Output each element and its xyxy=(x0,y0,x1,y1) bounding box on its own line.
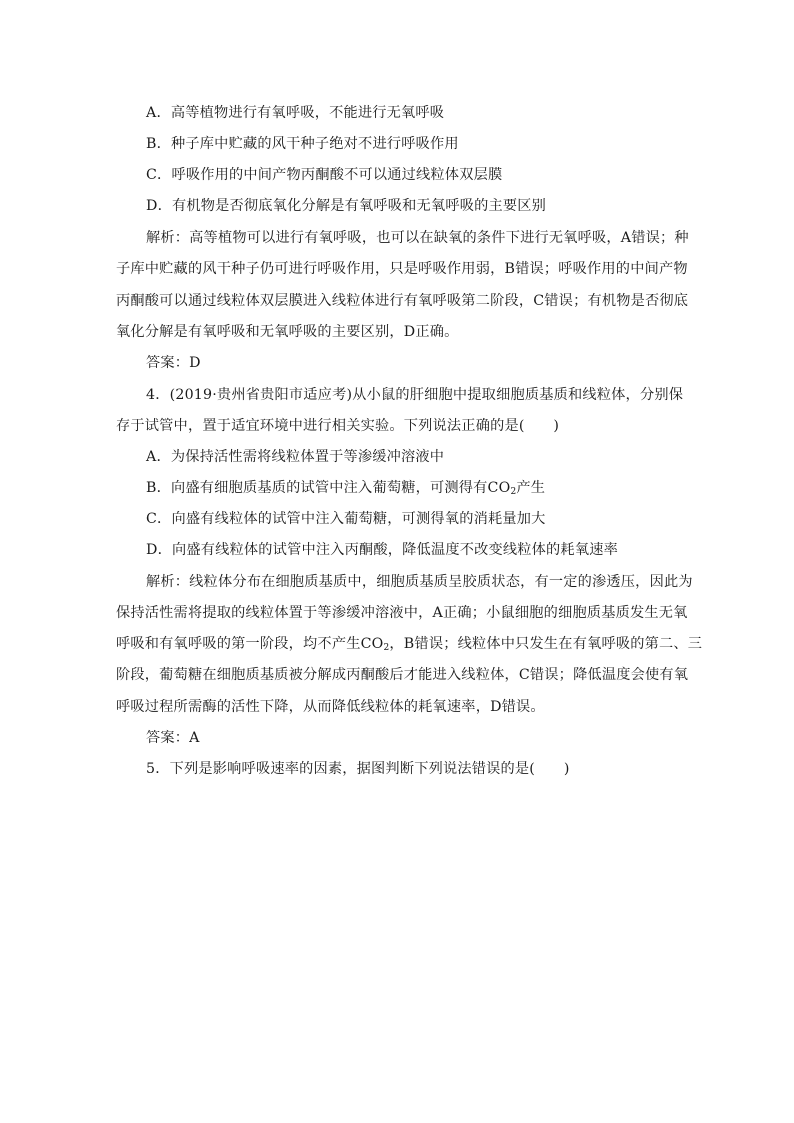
q3-analysis-line-1: 解析：高等植物可以进行有氧呼吸，也可以在缺氧的条件下进行无氧呼吸，A错误；种 xyxy=(146,230,689,246)
q4-stem-line-2: 存于试管中，置于适宜环境中进行相关实验。下列说法正确的是( ) xyxy=(116,418,560,434)
q4-analysis-line-3-tail: ，B错误；线粒体中只发生在有氧呼吸的第二、三 xyxy=(389,636,703,652)
q3-analysis-line-2: 子库中贮藏的风干种子仍可进行呼吸作用，只是呼吸作用弱，B错误；呼吸作用的中间产物 xyxy=(116,261,688,277)
q3-option-b: B．种子库中贮藏的风干种子绝对不进行呼吸作用 xyxy=(146,136,459,152)
q4-option-c: C．向盛有线粒体的试管中注入葡萄糖，可测得氧的消耗量加大 xyxy=(146,511,546,527)
q3-option-c: C．呼吸作用的中间产物丙酮酸不可以通过线粒体双层膜 xyxy=(146,167,503,183)
q4-option-d: D．向盛有线粒体的试管中注入丙酮酸，降低温度不改变线粒体的耗氧速率 xyxy=(146,542,618,558)
subscript: 2 xyxy=(510,487,517,497)
q4-analysis-line-2: 保持活性需将提取的线粒体置于等渗缓冲溶液中，A正确；小鼠细胞的细胞质基质发生无氧 xyxy=(116,605,688,621)
q5-stem: 5．下列是影响呼吸速率的因素，据图判断下列说法错误的是( ) xyxy=(146,761,570,777)
q4-option-b xyxy=(146,479,545,497)
q4-stem-line-1: 4．(2019·贵州省贵阳市适应考)从小鼠的肝细胞中提取细胞质基质和线粒体，分别保 xyxy=(146,387,684,403)
q4-analysis-line-3-text: 呼吸和有氧呼吸的第一阶段，均不产生CO xyxy=(116,636,384,652)
q4-answer: 答案：A xyxy=(146,730,200,746)
q3-analysis-line-3: 丙酮酸可以通过线粒体双层膜进入线粒体进行有氧呼吸第二阶段，C错误；有机物是否彻底 xyxy=(116,293,689,309)
q4-analysis-line-1: 解析：线粒体分布在细胞质基质中，细胞质基质呈胶质状态，有一定的渗透压，因此为 xyxy=(146,574,693,590)
q3-option-a: A．高等植物进行有氧呼吸，不能进行无氧呼吸 xyxy=(146,105,445,121)
q4-analysis-line-5: 呼吸过程所需酶的活性下降，从而降低线粒体的耗氧速率，D错误。 xyxy=(116,699,545,715)
q3-option-d: D．有机物是否彻底氧化分解是有氧呼吸和无氧呼吸的主要区别 xyxy=(146,198,547,214)
subscript: 2 xyxy=(383,643,390,653)
q4-option-b-tail: 产生 xyxy=(516,480,546,496)
q4-option-a: A．为保持活性需将线粒体置于等渗缓冲溶液中 xyxy=(146,449,445,465)
q4-analysis-line-4: 阶段，葡萄糖在细胞质基质被分解成丙酮酸后才能进入线粒体，C错误；降低温度会使有氧 xyxy=(116,667,689,683)
q4-analysis-line-3 xyxy=(116,635,702,653)
q3-answer: 答案：D xyxy=(146,355,201,371)
q3-analysis-line-4: 氧化分解是有氧呼吸和无氧呼吸的主要区别，D正确。 xyxy=(116,324,459,340)
q4-option-b-text: B．向盛有细胞质基质的试管中注入葡萄糖，可测得有CO xyxy=(146,480,511,496)
